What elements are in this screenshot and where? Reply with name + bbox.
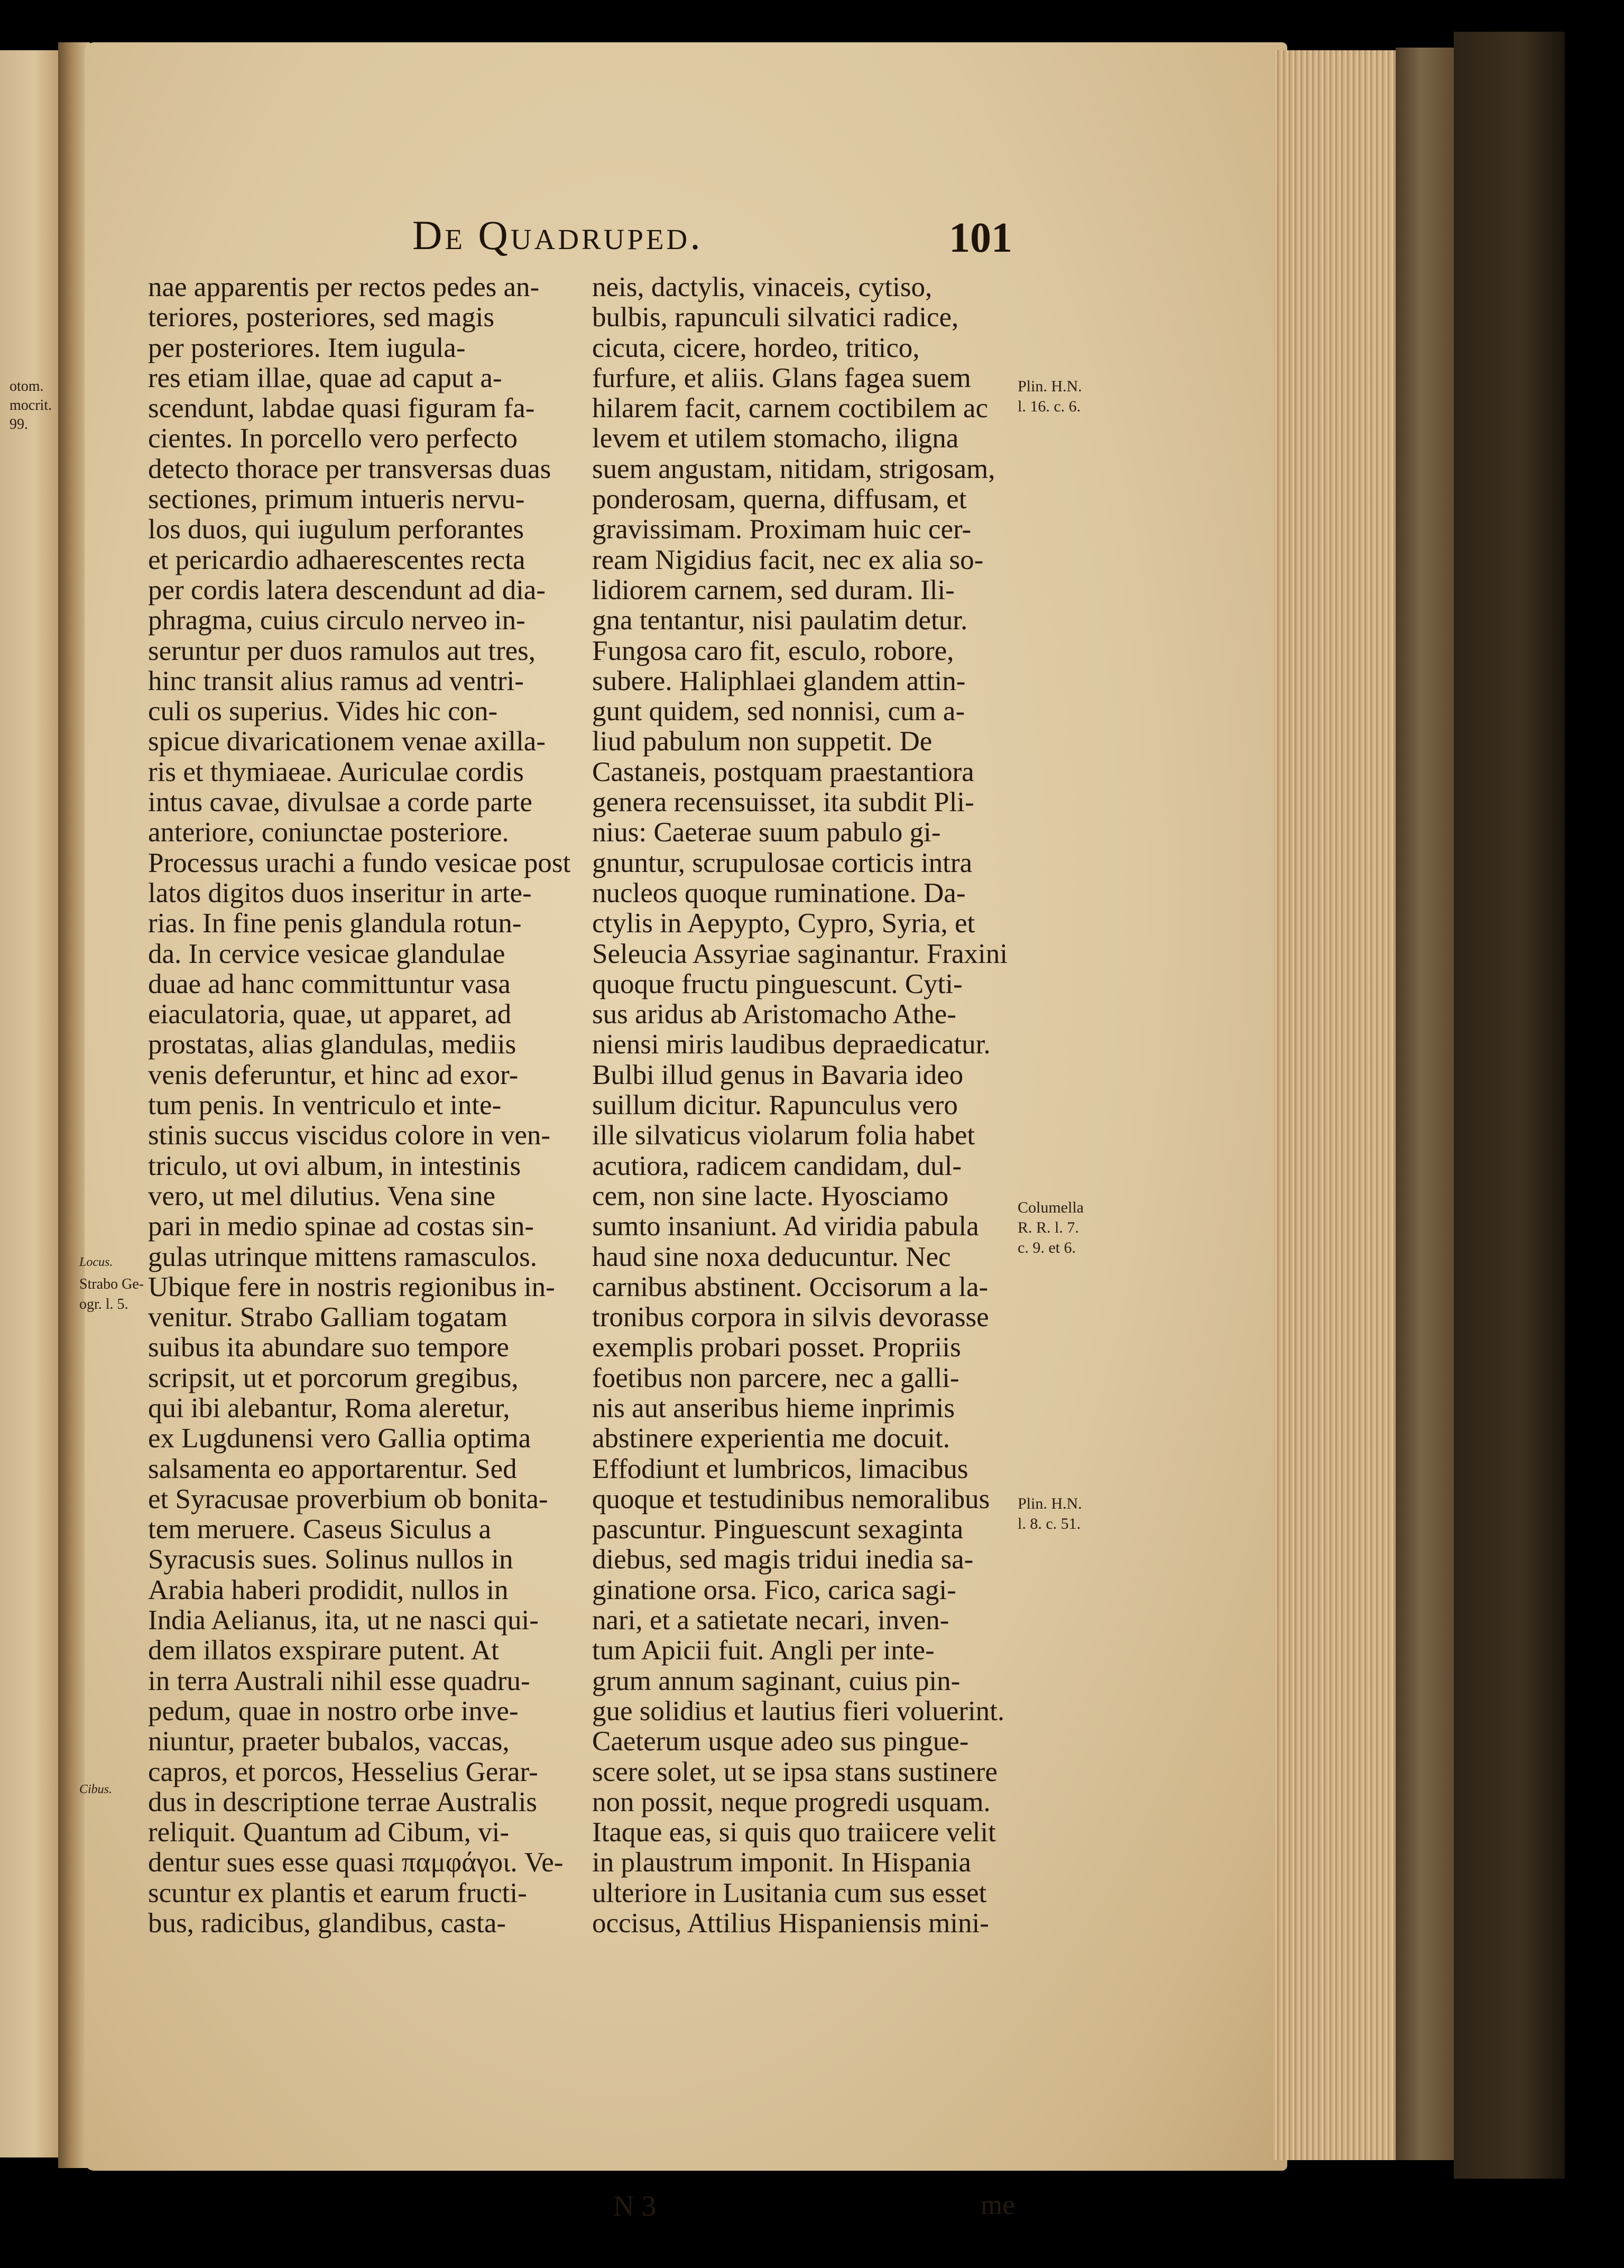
text-line: ponderosam, querna, diffusam, et	[592, 484, 967, 515]
margin-line: l. 8. c. 51.	[1018, 1515, 1081, 1532]
text-line: ream Nigidius facit, nec ex alia so-	[592, 545, 984, 575]
text-line: Itaque eas, si quis quo traiicere velit	[592, 1817, 996, 1848]
text-line: ctylis in Aepypto, Cypro, Syria, et	[592, 908, 975, 939]
text-line: nae apparentis per rectos pedes an-	[148, 272, 540, 302]
text-line: cicuta, cicere, hordeo, tritico,	[592, 333, 920, 363]
margin-line: Plin. H.N.	[1018, 1495, 1082, 1512]
text-line: tum penis. In ventriculo et inte-	[148, 1090, 502, 1121]
margin-note-cibus: Cibus.	[79, 1783, 113, 1796]
text-line: et pericardio adhaerescentes recta	[148, 545, 525, 575]
margin-note-plinius-2	[1018, 1494, 1082, 1534]
text-line: ex Lugdunensi vero Gallia optima	[148, 1424, 531, 1454]
text-line: rias. In fine penis glandula rotun-	[148, 908, 522, 939]
running-head: De Quadruped.	[412, 212, 703, 258]
margin-line: Strabo Ge-	[79, 1276, 144, 1292]
left-text-column	[148, 272, 571, 1939]
text-line: suibus ita abundare suo tempore	[148, 1333, 509, 1363]
text-line: foetibus non parcere, nec a galli-	[592, 1363, 959, 1393]
text-line: nucleos quoque ruminatione. Da-	[592, 878, 966, 908]
text-line: dem illatos exspirare putent. At	[148, 1636, 499, 1666]
margin-line: mocrit.	[10, 397, 52, 414]
text-line: gna tentantur, nisi paulatim detur.	[592, 605, 968, 636]
margin-note-strabo	[79, 1274, 144, 1315]
text-line: dentur sues esse quasi παμφάγοι. Ve-	[148, 1848, 564, 1878]
text-line: pedum, quae in nostro orbe inve-	[148, 1696, 519, 1727]
margin-note-locus: Locus.	[79, 1255, 113, 1269]
text-line: prostatas, alias glandulas, mediis	[148, 1030, 516, 1060]
text-line: bulbis, rapunculi silvatici radice,	[592, 302, 959, 333]
text-line: in plaustrum imponit. In Hispania	[592, 1848, 971, 1878]
margin-note-columella	[1018, 1198, 1084, 1258]
text-line: Fungosa caro fit, esculo, robore,	[592, 636, 954, 666]
text-line: spicue divaricationem venae axilla-	[148, 727, 546, 757]
text-line: teriores, posteriores, sed magis	[148, 302, 494, 333]
text-line: qui ibi alebantur, Roma aleretur,	[148, 1393, 510, 1424]
text-line: furfure, et aliis. Glans fagea suem	[592, 363, 971, 393]
margin-line: Columella	[1018, 1199, 1084, 1216]
page-number: 101	[949, 215, 1012, 261]
text-line: suem angustam, nitidam, strigosam,	[592, 454, 995, 484]
text-line: sectiones, primum intueris nervu-	[148, 484, 525, 515]
text-line: levem et utilem stomacho, iligna	[592, 424, 959, 454]
text-line: cem, non sine lacte. Hyosciamo	[592, 1181, 949, 1211]
text-line: anteriore, coniunctae posteriore.	[148, 818, 509, 848]
text-line: scuntur ex plantis et earum fructi-	[148, 1878, 527, 1908]
text-line: tum Apicii fuit. Angli per inte-	[592, 1636, 935, 1666]
text-line: culi os superius. Vides hic con-	[148, 696, 498, 727]
text-line: Arabia haberi prodidit, nullos in	[148, 1575, 509, 1605]
text-line: lidiorem carnem, sed duram. Ili-	[592, 575, 955, 605]
text-line: Seleucia Assyriae saginantur. Fraxini	[592, 939, 1008, 969]
signature-mark: N 3	[613, 2190, 656, 2222]
text-line: intus cavae, divulsae a corde parte	[148, 787, 532, 818]
text-line: cientes. In porcello vero perfecto	[148, 424, 518, 454]
text-line: ris et thymiaeae. Auriculae cordis	[148, 757, 524, 787]
text-line: nari, et a satietate necari, inven-	[592, 1605, 949, 1636]
facing-page-margin-note	[10, 377, 52, 434]
text-line: sus aridus ab Aristomacho Athe-	[592, 999, 956, 1030]
text-line: quoque fructu pinguescunt. Cyti-	[592, 969, 963, 999]
text-line: niensi miris laudibus depraedicatur.	[592, 1030, 991, 1060]
text-line: gravissimam. Proximam huic cer-	[592, 515, 972, 545]
text-line: venitur. Strabo Galliam togatam	[148, 1302, 508, 1333]
text-line: venis deferuntur, et hinc ad exor-	[148, 1060, 519, 1090]
text-line: gunt quidem, sed nonnisi, cum a-	[592, 696, 965, 727]
text-line: India Aelianus, ita, ut ne nasci qui-	[148, 1605, 539, 1636]
text-line: hilarem facit, carnem coctibilem ac	[592, 393, 988, 424]
margin-line: otom.	[10, 378, 44, 394]
text-line: abstinere experientia me docuit.	[592, 1424, 950, 1454]
text-line: res etiam illae, quae ad caput a-	[148, 363, 502, 393]
text-line: liud pabulum non suppetit. De	[592, 727, 933, 757]
page-edges	[1274, 50, 1406, 2160]
margin-note-plinius-1	[1018, 377, 1082, 417]
text-line: genera recensuisset, ita subdit Pli-	[592, 787, 974, 818]
text-line: capros, et porcos, Hesselius Gerar-	[148, 1757, 538, 1787]
text-line: Caeterum usque adeo sus pingue-	[592, 1727, 969, 1757]
margin-line: l. 16. c. 6.	[1018, 398, 1081, 415]
text-line: Ubique fere in nostris regionibus in-	[148, 1272, 555, 1302]
text-line: quoque et testudinibus nemoralibus	[592, 1484, 990, 1514]
text-line: suillum dicitur. Rapunculus vero	[592, 1090, 958, 1121]
margin-line: R. R. l. 7.	[1018, 1219, 1079, 1236]
text-line: duae ad hanc committuntur vasa	[148, 969, 511, 999]
text-line: in terra Australi nihil esse quadru-	[148, 1666, 530, 1696]
text-line: diebus, sed magis tridui inedia sa-	[592, 1545, 974, 1575]
text-line: et Syracusae proverbium ob bonita-	[148, 1484, 548, 1514]
facing-page-edge	[0, 50, 62, 2157]
text-line: nis aut anseribus hieme inprimis	[592, 1393, 955, 1424]
text-line: grum annum saginant, cuius pin-	[592, 1666, 961, 1696]
text-line: per posteriores. Item iugula-	[148, 333, 466, 363]
text-line: per cordis latera descendunt ad dia-	[148, 575, 546, 605]
text-line: niuntur, praeter bubalos, vaccas,	[148, 1727, 510, 1757]
text-line: dus in descriptione terrae Australis	[148, 1787, 537, 1817]
text-line: nius: Caeterae suum pabulo gi-	[592, 818, 941, 848]
text-line: gnuntur, scrupulosae corticis intra	[592, 848, 973, 878]
catchword: me	[981, 2190, 1015, 2220]
text-line: eiaculatoria, quae, ut apparet, ad	[148, 999, 512, 1030]
text-line: ginatione orsa. Fico, carica sagi-	[592, 1575, 956, 1605]
text-line: scripsit, ut et porcorum gregibus,	[148, 1363, 519, 1393]
text-line: carnibus abstinent. Occisorum a la-	[592, 1272, 989, 1302]
text-line: gue solidius et lautius fieri voluerint.	[592, 1696, 1005, 1727]
text-line: subere. Haliphlaei glandem attin-	[592, 666, 966, 696]
text-line: Effodiunt et lumbricos, limacibus	[592, 1454, 968, 1484]
binding-board	[1396, 48, 1459, 2160]
text-line: exemplis probari posset. Propriis	[592, 1333, 961, 1363]
text-line: bus, radicibus, glandibus, casta-	[148, 1908, 506, 1939]
margin-line: c. 9. et 6.	[1018, 1239, 1076, 1256]
text-line: tem meruere. Caseus Siculus a	[148, 1514, 492, 1545]
text-line: sumto insaniunt. Ad viridia pabula	[592, 1211, 979, 1242]
text-line: Castaneis, postquam praestantiora	[592, 757, 974, 787]
text-line: vero, ut mel dilutius. Vena sine	[148, 1181, 496, 1211]
margin-line: 99.	[10, 416, 28, 433]
text-line: detecto thorace per transversas duas	[148, 454, 551, 484]
text-line: non possit, neque progredi usquam.	[592, 1787, 991, 1817]
margin-line: ogr. l. 5.	[79, 1296, 128, 1312]
text-line: tronibus corpora in silvis devorasse	[592, 1302, 989, 1333]
text-line: occisus, Attilius Hispaniensis mini-	[592, 1908, 989, 1939]
text-line: stinis succus viscidus colore in ven-	[148, 1121, 551, 1151]
text-line: seruntur per duos ramulos aut tres,	[148, 636, 536, 666]
text-line: triculo, ut ovi album, in intestinis	[148, 1151, 521, 1181]
margin-line: Plin. H.N.	[1018, 378, 1082, 395]
text-line: da. In cervice vesicae glandulae	[148, 939, 505, 969]
text-line: hinc transit alius ramus ad ventri-	[148, 666, 524, 696]
text-line: reliquit. Quantum ad Cibum, vi-	[148, 1817, 510, 1848]
text-line: phragma, cuius circulo nerveo in-	[148, 605, 525, 636]
text-line: ille silvaticus violarum folia habet	[592, 1121, 975, 1151]
text-line: Syracusis sues. Solinus nullos in	[148, 1545, 513, 1575]
right-text-column	[592, 272, 1020, 1939]
text-line: pari in medio spinae ad costas sin-	[148, 1211, 534, 1242]
text-line: acutiora, radicem candidam, dul-	[592, 1151, 962, 1181]
text-line: scere solet, ut se ipsa stans sustinere	[592, 1757, 998, 1787]
text-line: neis, dactylis, vinaceis, cytiso,	[592, 272, 933, 302]
text-line: Processus urachi a fundo vesicae post	[148, 848, 571, 878]
text-line: Bulbi illud genus in Bavaria ideo	[592, 1060, 964, 1090]
text-line: scendunt, labdae quasi figuram fa-	[148, 393, 535, 424]
text-line: los duos, qui iugulum perforantes	[148, 515, 524, 545]
text-line: haud sine noxa deducuntur. Nec	[592, 1242, 951, 1272]
text-line: gulas utrinque mittens ramasculos.	[148, 1242, 537, 1272]
text-line: latos digitos duos inseritur in arte-	[148, 878, 532, 908]
text-line: salsamenta eo apportarentur. Sed	[148, 1454, 517, 1484]
text-line: pascuntur. Pinguescunt sexaginta	[592, 1514, 964, 1545]
binding-spine	[1454, 32, 1565, 2179]
text-line: ulteriore in Lusitania cum sus esset	[592, 1878, 987, 1908]
